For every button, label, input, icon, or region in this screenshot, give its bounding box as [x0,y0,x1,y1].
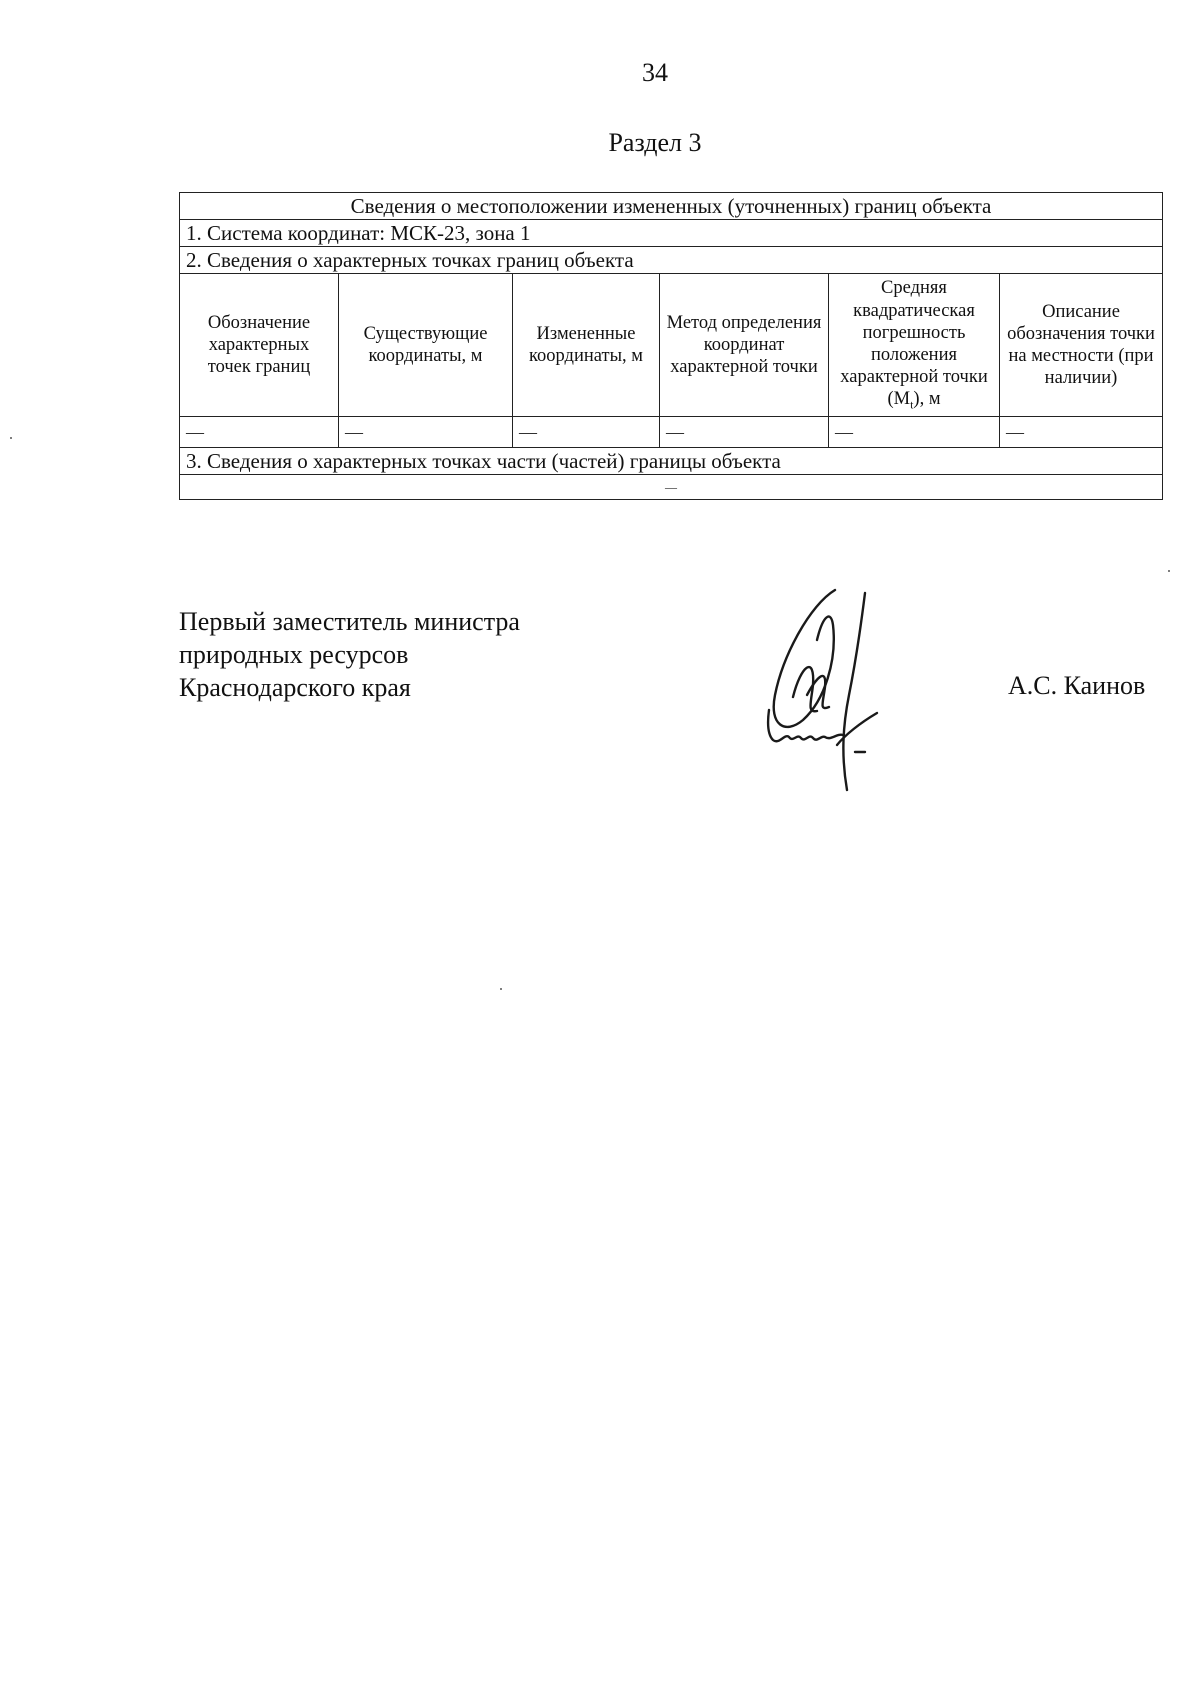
column-header-existing-coordinates: Существующие координаты, м [339,274,513,417]
mean-error-label: Средняя квадратическая погрешность положения характерной точки (M [840,278,988,410]
mean-error-subscript: t [910,398,914,413]
parts-value: — [180,475,1163,500]
table-row [180,417,1163,448]
page-number: 34 [642,58,668,87]
signer-position [179,605,520,704]
column-header-description: Описание обозначения точки на местности (при наличии) [1000,274,1163,417]
section-title: Раздел 3 [608,128,702,157]
parts-value-row [180,475,1163,500]
table-cell: — [829,417,1000,448]
table-cell: — [180,417,339,448]
coordinate-system: 1. Система координат: МСК-23, зона 1 [180,220,1163,247]
table-cell: — [339,417,513,448]
signer-position-line: Первый заместитель министра [179,607,520,636]
boundary-info-table [179,192,1163,500]
table-title-row [180,193,1163,220]
table-cell: — [513,417,660,448]
table-cell: — [660,417,829,448]
column-header-row [180,274,1163,417]
scan-speck [500,988,502,990]
signer-position-line: природных ресурсов [179,640,409,669]
parts-heading: 3. Сведения о характерных точках части (частей) границы объекта [180,448,1163,475]
handwritten-signature [765,585,930,800]
column-header-point-designation: Обозначение характерных точек границ [180,274,339,417]
points-heading-row [180,247,1163,274]
parts-heading-row [180,448,1163,475]
signer-position-line: Краснодарского края [179,673,411,702]
coordinate-system-row [180,220,1163,247]
column-header-changed-coordinates: Измененные координаты, м [513,274,660,417]
signer-name: А.С. Каинов [1008,671,1146,700]
points-heading: 2. Сведения о характерных точках границ объекта [180,247,1163,274]
table-title: Сведения о местоположении измененных (уточненных) границ объекта [180,193,1163,220]
mean-error-unit: ), м [913,389,941,410]
scan-speck [10,437,12,439]
column-header-method: Метод определения координат характерной точки [660,274,829,417]
scan-speck [1168,570,1170,572]
column-header-mean-error [829,274,1000,417]
table-cell: — [1000,417,1163,448]
